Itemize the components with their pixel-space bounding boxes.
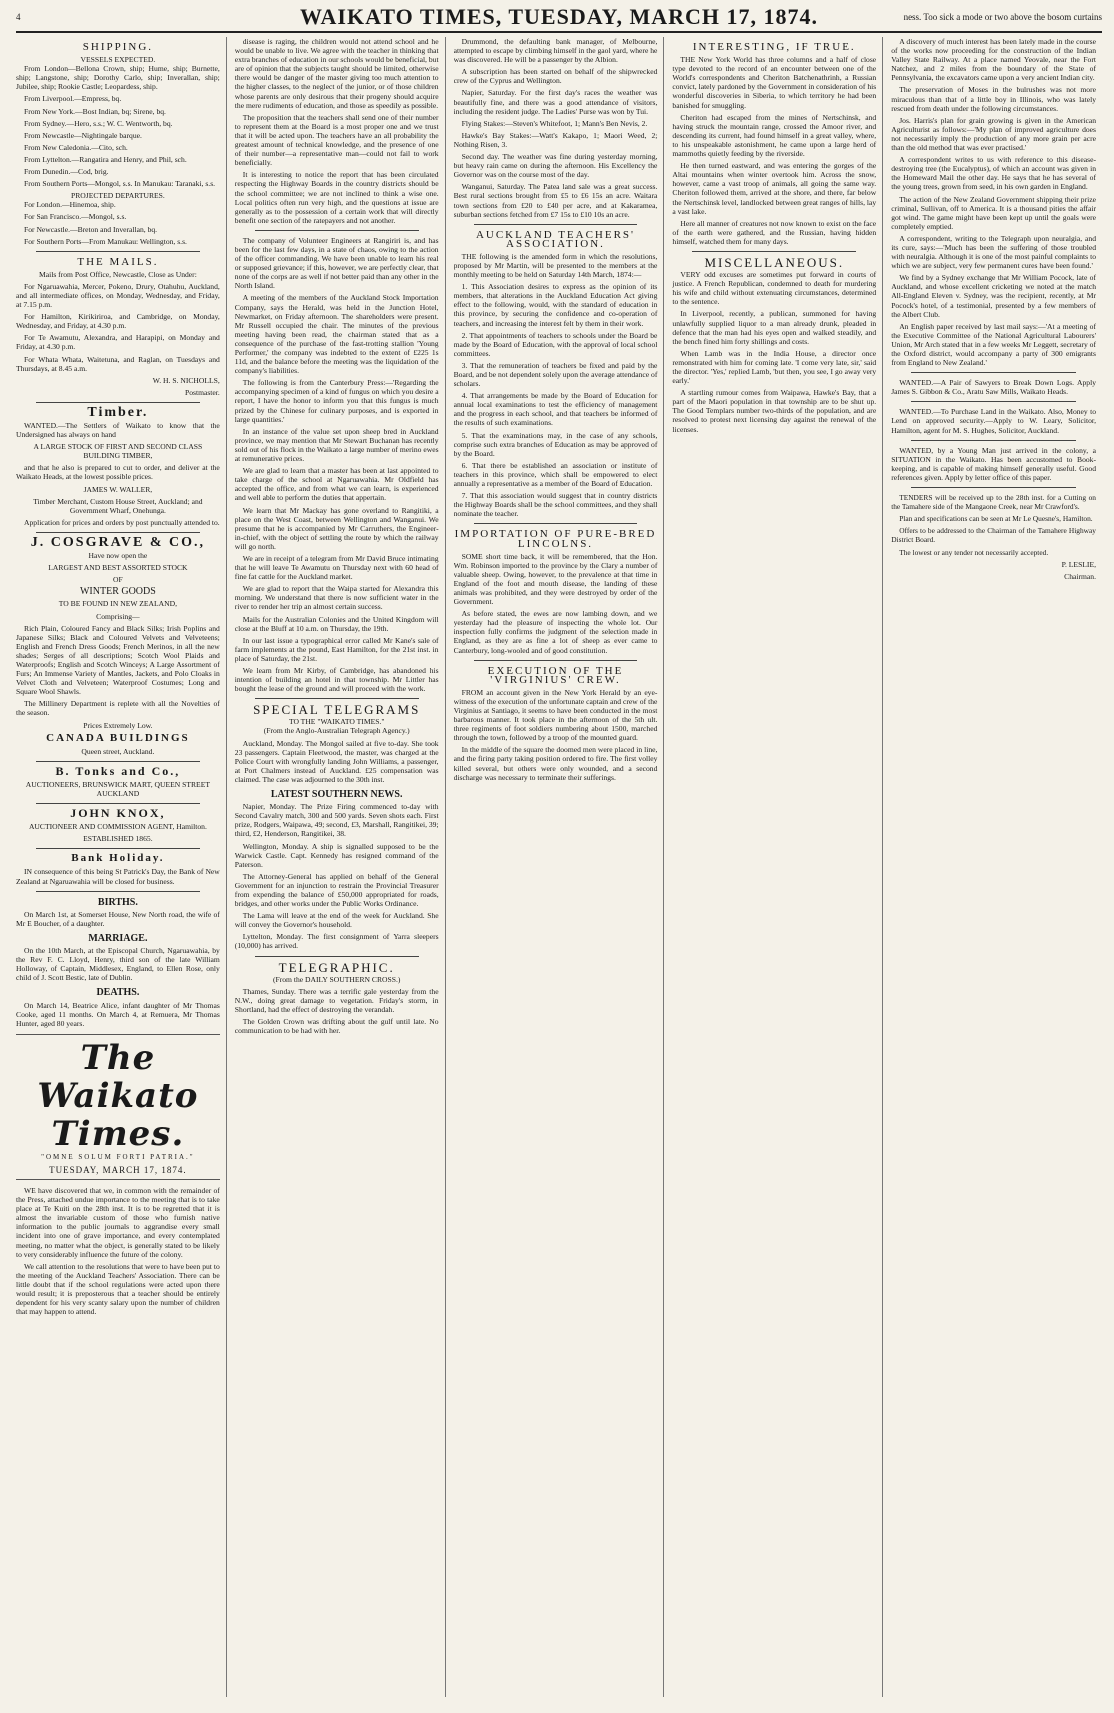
tender-ad: Offers to be addressed to the Chairman of the Tamahere Highway District Board. [891,526,1096,545]
shipping-item: From London—Bellona Crown, ship; Hume, ship; Burnette, ship; Langstone, ship; Dorothy Carlo, ship; Inverallan, ship; Jubilee, ship; Rookie Castle; Leopardess, ship. [16,64,220,92]
header-title: WAIKATO TIMES, TUESDAY, MARCH 17, 1874. [299,4,818,29]
news-paragraph: An English paper received by last mail says:—'At a meeting of the Executive Committee of the National Agricultural Labourers' Union, Mr Arch stated that in a few weeks Mr Leggett, secretary of the Oxford district, would accompany a party of 300 emigrants from England to New Zealand.' [891,321,1096,368]
lincolns-heading: IMPORTATION OF PURE-BRED LINCOLNS. [454,528,657,550]
story-paragraph: Here all manner of creatures not now known to exist on the face of the earth were gathered, and the Russian, having hidden himself, watched them for many days. [672,218,877,246]
mails-item: For Ngaruawahia, Mercer, Pokeno, Drury, Otahuhu, Auckland, and all intermediate offices, on Monday, Wednesday, and Friday, at 7.15 p.m. [16,281,220,310]
telegram-paragraph: The Lama will leave at the end of the week for Auckland. She will convey the Governor's household. [234,911,439,930]
editorial-paragraph: We call attention to the resolutions that were to have been put to the meeting of the Auckland Teachers' Association. There can be little doubt that if the school regulations were acted upon there would result; it is preposterous that a teacher should be entirely dependent for his very scanty salary upon the number of children that may happen to attend. [16,1261,220,1317]
departure-item: For Newcastle.—Breton and Inverallan, bq. [24,224,158,234]
timber-signature-address: Timber Merchant, Custom House Street, Auckland; and Government Wharf, Onehunga. [33,496,203,515]
tender-ad: The lowest or any tender not necessarily accepted. [899,547,1049,557]
story-paragraph: Cheriton had escaped from the mines of Nertschinsk, and having struck the mountain range, crossed the Amoor river, and descending its current, had found himself in a great valley, where, to his unspeakable astonishment, he came upon a large herd of mammoths quietly feeding by the riverside. [672,112,877,159]
news-paragraph: A meeting of the members of the Auckland Stock Importation Company, says the Herald, was held in the Junction Hotel, Newmarket, on Friday afternoon. The shareholders were present. Mr Russell occupied the chair. The minutes of the previous meeting having been read, the chairman stated that as a consequence of the purchase of the fast-trotting stallion 'Young Performer,' the company was indebted to the extent of £225 1s 11d, and the balance before the meeting was the liquidation of the company's liabilities. [234,293,439,376]
vessels-expected-heading: VESSELS EXPECTED. [80,55,156,65]
paper-name: The Waikato Times. [37,1037,199,1154]
departure-item: For San Francisco.—Mongol, s.s. [24,212,127,222]
virginius-heading: EXECUTION OF THE 'VIRGINIUS' CREW. [487,664,624,686]
cosgrave-heading: J. COSGRAVE & CO., [30,534,205,550]
news-paragraph: A correspondent, writing to the Telegraph upon neuralgia, and its cure, says:—'Much has been the suffering of those troubled with neuralgia. Although it is one of the most painful complaints to which we are subject, very few permanent cures have been found.' [891,233,1096,271]
news-paragraph: In our last issue a typographical error called Mr Kane's sale of farm implements at the pound, East Hamilton, for the 21st inst. in place of Saturday, the 21st. [234,635,439,663]
virginius-paragraph: In the middle of the square the doomed men were placed in line, and the firing party taking position ordered to fire. The first volley killed several, but others were only wounded, and a second discharge was necessary to terminate their sufferings. [453,745,658,782]
editorial-paragraph: WE have discovered that we, in common with the remainder of the Press, attached undue importance to the meeting that is to take place at Te Kuiti on the 28th inst. It is to be regretted that it is almost the invariable custom of those who furnish native information to the public journals to aggrandise every small incident into one of grave importance, and every contemplated meeting, no matter what the object, is generally stated to be likely to very considerably influence the future of the colony. [16,1185,220,1259]
timber-text: Application for prices and orders by post punctually attended to. [24,517,220,527]
cosgrave-text: LARGEST AND BEST ASSORTED STOCK [48,563,188,573]
cosgrave-text: Prices Extremely Low. [83,720,153,730]
telegram-paragraph: The Golden Crown was drifting about the gulf until late. No communication to be had with her. [234,1017,439,1036]
timber-heading: Timber. [87,404,149,420]
news-paragraph: Second day. The weather was fine during yesterday morning, but heavy rain came on during the afternoon. His Excellency the Governor was on the course most of the day. [453,152,658,180]
page-header [16,6,1102,33]
cosgrave-text: The Millinery Department is replete with all the Novelties of the season. [16,699,220,718]
mails-item: Mails from Post Office, Newcastle, Close as Under: [38,269,197,279]
timber-signature: JAMES W. WALLER, [83,484,153,494]
divider [911,487,1076,488]
latest-southern-news-heading: LATEST SOUTHERN NEWS. [270,789,403,801]
news-paragraph: The following is from the Canterbury Press:—'Regarding the accompanying specimen of a kind of fungus on which you desire a report, I have the honor to inform you that this fungus is much prized by the Chinese for culinary purposes, and is exported in large quantities.' [234,378,439,424]
divider [255,698,419,699]
news-paragraph: A discovery of much interest has been lately made in the course of the works now proceeding for the construction of the Indian Valley State Railway. At a place named Yeovale, near the Fort Natchez, and 2 miles from the boundary of the State of Pennsylvania, the excavators came upon a very ancient Indian city. [891,37,1096,83]
teachers-paragraph: 6. That there be established an association or institute of teachers in this province, which shall be empowered to elect annually a representative as a member of the Board of Education. [453,460,658,489]
mails-signature-title: Postmaster. [184,387,220,397]
knox-heading: JOHN KNOX, [70,806,166,821]
cosgrave-text: TO BE FOUND IN NEW ZEALAND, [58,599,178,609]
departure-item: For London.—Hinemoa, ship. [24,200,116,210]
news-paragraph: Wanganui, Saturday. The Patea land sale was a great success. Best rural sections brought from £5 to £6 15s an acre. Waitara town sections from £20 to £40 per acre, and at Kakaramea, suburban sections fetched from £7 15s to £10 10s an acre. [453,182,658,219]
news-paragraph: The preservation of Moses in the bulrushes was not more miraculous than that of a little boy in Illinois, who was lately rescued from death under the following circumstances. [891,85,1096,113]
teachers-paragraph: THE following is the amended form in which the resolutions, proposed by Mr Martin, will be presented to the members at the monthly meeting to be held on Saturday 14th March, 1874:— [453,251,658,280]
shipping-item: From Sydney.—Hero, s.s.; W. C. Wentworth, bq. [24,118,173,128]
header-page-number: 4 [16,12,21,22]
divider [474,523,638,524]
tender-ad: TENDERS will be received up to the 28th inst. for a Cutting on the Tamahere side of the Mangaone Creek, near Mr Crawford's. [891,493,1096,512]
lincolns-paragraph: SOME short time back, it will be remembered, that the Hon. Wm. Robinson imported to the province by the Clary a number of valuable sheep. Owing, however, to the prevalence at that time in England of the foot and mouth disease, the landing of these animals was prohibited, and they were destroyed by order of the Government. [453,551,658,607]
miscellaneous-heading: MISCELLANEOUS. [704,254,845,270]
mails-heading: THE MAILS. [77,255,159,268]
divider [36,891,200,892]
knox-text: ESTABLISHED 1865. [83,834,153,844]
timber-text: WANTED.—The Settlers of Waikato to know that the Undersigned has always on hand [16,421,220,440]
mails-item: For Hamilton, Kirikiriroa, and Cambridge, on Monday, Wednesday, and Friday, at 4.30 p.m. [16,312,220,331]
header-running-text: ness. Too sick a mode or two above the bosom curtains [903,12,1102,22]
teachers-association-heading: AUCKLAND TEACHERS' ASSOCIATION. [475,228,636,250]
teachers-paragraph: 5. That the examinations may, in the case of any schools, comprise such extra branches of Education as may be approved of by the Board. [453,430,658,458]
telegraphic-heading: TELEGRAPHIC. [278,959,395,975]
departure-item: For Southern Ports—From Manukau: Wellington, s.s. [24,236,187,246]
shipping-item: From Liverpool.—Empress, bq. [24,94,122,104]
column-3 [454,37,665,1697]
wanted-ad: WANTED, by a Young Man just arrived in the colony, a SITUATION in the Waikato. Has been accustomed to Book-keeping, and is capable of making himself generally useful. Good references given. Apply by letter office of this paper. [891,445,1096,482]
misc-paragraph: In Liverpool, recently, a publican, summoned for having unlawfully supplied liquor to a man already drunk, pleaded in defence that the man had his eyes open and walked steadily, and the bench fined him forty shillings and costs. [672,309,877,346]
news-paragraph: We learn from Mr Kirby, of Cambridge, has abandoned his intention of building an hotel in that township. Mr Littler has bought the lease of the ground and will proceed with the work. [234,666,439,694]
cosgrave-text: Comprising— [96,611,140,621]
column-2 [235,37,446,1697]
bank-holiday-heading: Bank Holiday. [71,852,165,865]
teachers-paragraph: 7. That this association would suggest that in country districts the Highway Boards shall be the school committees, and they shall nominate the teacher. [453,491,658,519]
divider [911,440,1076,441]
projected-departures-heading: PROJECTED DEPARTURES. [71,191,165,201]
births-heading: BIRTHS. [97,896,138,908]
bank-holiday-text: IN consequence of this being St Patrick's Day, the Bank of New Zealand at Ngaruawahia will be closed for business. [16,867,220,886]
deaths-heading: DEATHS. [96,987,140,999]
marriage-text: On the 10th March, at the Episcopal Church, Ngaruawahia, by the Rev F. C. Lloyd, Henry, third son of the late William Holloway, of Captain, Middlesex, England, to Ellen Rose, only child of J. Scott Bestic, late of Dublin. [16,946,220,983]
telegram-paragraph: Napier, Monday. The Prize Firing commenced to-day with Second Cavalry match, 300 and 500 yards. Seven shots each. First prize, Rodgers, Waipawa, 49; second, £3, Marshall, Rangitikei, 39; third, £2, Henderson, Rangitikei, 38. [234,802,439,839]
tender-ad: Plan and specifications can be seen at Mr Le Quesne's, Hamilton. [899,514,1093,524]
timber-text: A LARGE STOCK OF FIRST AND SECOND CLASS BUILDING TIMBER, [33,442,203,461]
news-paragraph: We are in receipt of a telegram from Mr David Bruce intimating that he will leave Te Awamutu on Thursday next with 60 head of fine fat cattle for the Auckland market. [234,553,439,582]
virginius-paragraph: FROM an account given in the New York Herald by an eye-witness of the execution of the unfortunate captain and crew of the Virginius at Santiago, it seems to have been conducted in the most barbarous manner. It took place in the afternoon of the 5th ult. three regiments of foot soldiers numbering about 1500, marched through the town, followed by a troop of the mounted guard. [453,687,658,743]
mails-item: For Te Awamutu, Alexandra, and Harapipi, on Monday and Friday, at 4.30 p.m. [16,333,220,352]
telegram-paragraph: Thames, Sunday. There was a terrific gale yesterday from the N.W., doing great damage to vegetation. Friday's storm, in Shortland, had the effect of destroying the verandah. [234,986,439,1014]
shipping-heading: SHIPPING. [82,41,154,53]
news-paragraph: We are glad to learn that a master has been at last appointed to take charge of the school at Ngaruawahia. Mr Oldfield has accepted the office, and from what we can learn, is experienced and well able to perform the duties that appertain. [234,466,439,503]
shipping-item: From Dunedin.—Cod, brig. [24,167,109,177]
teachers-paragraph: 2. That appointments of teachers to schools under the Board be made by the Board of Education, with the approval of local school committees. [453,330,658,358]
news-paragraph: Jos. Harris's plan for grain growing is given in the American Agriculturist as follows:—'My plan of improved agriculture does not necessarily imply the production of any more grain per acre than the old method that was ever practised.' [891,115,1096,153]
misc-paragraph: A startling rumour comes from Waipawa, Hawke's Bay, that a part of the Maori population in that township are to be shut up. The Good Templars number two-thirds of the population, and are resolved to protest next licensing day against the renewal of the licenses. [672,388,877,434]
tender-signature-title: Chairman. [1064,571,1096,581]
telegram-paragraph: Auckland, Monday. The Mongol sailed at five to-day. She took 23 passengers. Captain Fleetwood, the master, was charged at the Police Court with wrongfully landing John Williams, a passenger, at Port Chalmers instead of Auckland. £25 compensation was claimed. The case was adjourned to the 30th inst. [234,738,439,784]
special-telegrams-source: (From the Anglo-Australian Telegraph Agency.) [263,726,410,736]
tonks-text: AUCTIONEERS, BRUNSWICK MART, QUEEN STREET AUCKLAND [25,779,210,798]
shipping-item: From Newcastle—Nightingale barque. [24,130,142,140]
cosgrave-text: WINTER GOODS [79,586,156,598]
columns [16,37,1102,1697]
teachers-paragraph: 4. That arrangements be made by the Board of Education for annual local examinations to test the efficiency of management and the progress in each school, and that teachers be informed of the results of such examinations. [453,391,658,428]
divider [474,660,638,661]
divider [36,402,200,403]
interesting-if-true-heading: INTERESTING, IF TRUE. [692,41,856,53]
deaths-text: On March 14, Beatrice Alice, infant daughter of Mr Thomas Cooke, aged 11 months. On March 4, at Remuera, Mr Thomas Hunter, aged 80 years. [16,1000,220,1028]
news-paragraph: The company of Volunteer Engineers at Rangiriri is, and has been for the last few days, in a state of chaos, owing to the action of the officer commanding. We have been unable to learn his real or supposed grievance; if this, however, we are perfectly clear, that none of the corps are as well if not better paid than any other in the North Island. [234,235,439,291]
lincolns-paragraph: As before stated, the ewes are now lambing down, and we yesterday had the pleasure of inspecting the whole lot. Our inspection fully confirms the judgment of the selection made in England, as they are as fine a lot of sheep as ever came to Canterbury, long-wooled and of good constitution. [453,609,658,655]
editorial-paragraph: It is interesting to notice the report that has been circulated respecting the Highway Boards in the country districts should be the school committee; we are not inclined to think a wise one. Local politics often run very high, and the questions at issue are generally as to the possession of a certain work that will directly benefit one section of the ratepayers and not another. [234,170,439,225]
divider [36,761,200,762]
shipping-item: From Lyttelton.—Rangatira and Henry, and Phil, sch. [24,154,187,164]
divider [911,372,1076,373]
paper-masthead [16,1034,220,1180]
teachers-paragraph: 3. That the remuneration of teachers be fixed and paid by the Board, and be not dependent solely upon the average attendance of scholars. [453,360,658,389]
news-paragraph: The action of the New Zealand Government shipping their prize criminal, Sullivan, off to America. It is a thousand pities the affair got wind. The game might have been kept up until the goals were completely emptied. [891,194,1096,231]
cosgrave-text: Rich Plain, Coloured Fancy and Black Silks; Irish Poplins and Japanese Silks; Black and Coloured Velvets and Velveteens; English and French Dress Goods; French Merinos, in all the new shades; Serges of all descriptions; Scotch Wool Plaids and Waterproofs; English and Scotch Winceys; A Large Assortment of Furs; An Immense Variety of Mantles, Jackets, and Polo Cloaks in Velvet Cloth and Velveteen; Waterproof Costumes; Long and Square Wool Shawls. [16,623,220,697]
editorial-paragraph: disease is raging, the children would not attend school and he would be unable to live. We agree with the teacher in thinking that extra branches of education in our schools would be beneficial, but are of opinion that the subjects taught should be limited, otherwise there would be danger of the master giving too much attention to the higher classes, to the neglect of the junior, or of those children whose parents are only desirous that their progeny should acquire the mere rudiments of education, and those as speedily as possible. [234,37,439,110]
cosgrave-text: Have now open the [88,551,148,561]
canada-heading: CANADA BUILDINGS [46,731,190,744]
divider [36,251,200,252]
news-paragraph: We learn that Mr Mackay has gone overland to Rangitiki, a place on the West Coast, between Wellington and Wanganui. We presume that he is accompanied by Mr Carruthers, the Engineer-in-chief, with the object of settling the route by which the railway will go north. [234,505,439,551]
column-1 [16,37,227,1697]
story-paragraph: He then turned eastward, and was entering the gorges of the Altai mountains when winter overtook him. Across the snow, however, came a vast troop of animals, all going the same way. Cheriton followed them, arrived at the shore, and there, far below the Nertschinsk level, landlocked between great ranges of hills, lay a vast lake. [672,161,877,216]
telegraphic-source: (From the DAILY SOUTHERN CROSS.) [272,974,401,984]
births-text: On March 1st, at Somerset House, New North road, the wife of Mr E Boucher, of a daughter. [16,909,220,928]
editorial-paragraph: The proposition that the teachers shall send one of their number to represent them at the Board is a most proper one and we trust that it will be acted upon. The teachers have an all probability the greatest amount of technical knowledge, and the presence of one of their number—a representative man—could not fail to work beneficially. [234,112,439,168]
paper-motto: "OMNE SOLUM FORTI PATRIA." [41,1152,195,1161]
mails-signature: W. H. S. NICHOLLS, [152,375,220,385]
news-paragraph: We find by a Sydney exchange that Mr William Pocock, late of Auckland, and whose excellent cricketing we noted at the match All-England Eleven v. Sydney, was the recipient, recently, at Mr Pocock's hotel, of a testimonial, presented by a few members of the Albert Club. [891,273,1096,319]
shipping-item: From New Caledonia.—Cito, sch. [24,142,128,152]
issue-date: TUESDAY, MARCH 17, 1874. [49,1164,187,1175]
race-result: Hawke's Bay Stakes:—Watt's Kakapo, 1; Maori Weed, 2; Nothing Risen, 3. [453,130,658,149]
misc-paragraph: When Lamb was in the India House, a director once remonstrated with him for coming late. 'I come very late, sir,' said the director. 'Yes,' replied Lamb, 'but then, you see, I go away very early.' [672,348,877,386]
telegram-paragraph: The Attorney-General has applied on behalf of the General Government for an injunction to restrain the Provincial Treasurer from expending the balance of £50,000 appropriated for roads, bridges, and other works under the Public Works Ordinance. [234,871,439,909]
teachers-paragraph: 1. This Association desires to express as the opinion of its members, that alterations in the Auckland Education Act giving effect to the following, would, with the standard of education in this province, by securing the confidence and co-operation of teachers, and increasing the interest felt by them in their work. [453,282,658,328]
tonks-heading: B. Tonks and Co., [55,763,181,778]
misc-paragraph: VERY odd excuses are sometimes put forward in courts of justice. A French Republican, condemned to death for murdering his wife and child without extenuating circumstances, determined to the sentence. [672,270,877,307]
divider [474,224,638,225]
special-telegrams-subheading: TO THE "WAIKATO TIMES." [288,717,385,727]
telegram-paragraph: Wellington, Monday. A ship is signalled supposed to be the Warwick Castle. Capt. Kennedy has resigned command of the Paterson. [234,841,439,869]
news-paragraph: In an instance of the value set upon sheep bred in Auckland province, we may mention that Mr Stewart Buchanan has recently sold out of his flock in the Waikato a large number of merino ewes at remunerative prices. [234,426,439,464]
cosgrave-text: OF [113,575,123,585]
special-telegrams-heading: SPECIAL TELEGRAMS [253,702,421,718]
marriage-heading: MARRIAGE. [88,932,148,944]
race-result: Flying Stakes:—Steven's Whitefoot, 1; Mann's Ben Nevis, 2. [461,118,648,128]
divider [255,230,419,231]
timber-text: and that he also is prepared to cut to order, and deliver at the Waikato Heads, at the lowest possible prices. [16,463,220,482]
news-paragraph: We are glad to report that the Waipa started for Alexandra this morning. We understand that there is now sufficient water in the river to render her trip an almost certain success. [234,584,439,612]
tender-signature: P. LESLIE, [1061,559,1096,569]
telegram-paragraph: Lyttelton, Monday. The first consignment of Yarra sleepers (10,000) has arrived. [234,932,439,951]
news-paragraph: A subscription has been started on behalf of the shipwrecked crew of the Cyprus and Wellington. [453,67,658,86]
canada-address: Queen street, Auckland. [81,746,155,756]
divider [36,532,200,533]
news-paragraph: Mails for the Australian Colonies and the United Kingdom will close at the Bluff at 10 a.m. on Thursday, the 19th. [234,614,439,633]
divider [36,803,200,804]
divider [692,251,856,252]
news-paragraph: Napier, Saturday. For the first day's races the weather was beautifully fine, and there was a good attendance of visitors, including the resident judge. The Ladies' Purse was won by Tui. [453,88,658,116]
divider [36,848,200,849]
wanted-ad: WANTED.—A Pair of Sawyers to Break Down Logs. Apply James S. Gibbon & Co., Aratu Saw Mills, Waikato Heads. [891,378,1096,397]
column-5 [891,37,1102,1697]
wanted-ad: WANTED.—To Purchase Land in the Waikato. Also, Money to Lend on approved security.—Apply to W. Leary, Solicitor, Hamilton, agent for M. S. Hughes, Solicitor, Auckland. [891,407,1096,435]
knox-text: AUCTIONEER AND COMMISSION AGENT, Hamilton. [28,822,207,832]
news-paragraph: Drummond, the defaulting bank manager, of Melbourne, attempted to escape by climbing himself in the gaol yard, where he was discovered. He will be a passenger by the Albion. [453,37,658,65]
shipping-item: From Southern Ports—Mongol, s.s. In Manukau: Taranaki, s.s. [24,179,216,189]
divider [911,401,1076,402]
column-4 [672,37,883,1697]
story-paragraph: THE New York World has three columns and a half of close type devoted to the record of an encounter between one of the World's correspondents and Cheriton Batchenathrinh, a Russian convict, lately pardoned by the Government in consideration of his wonderful discoveries in Siberia, to which territory he had been banished for smuggling. [672,55,877,110]
divider [255,956,419,957]
news-paragraph: A correspondent writes to us with reference to this disease-destroying tree (the Eucalyptus), of which an account was given in the Homeward Mail the other day. He says that he has several of the young trees, grown from seed, in his own garden in England. [891,155,1096,192]
shipping-item: From New York.—Bost Indian, bq; Sirene, bq. [24,106,166,116]
mails-item: For Whata Whata, Waitetuna, and Raglan, on Tuesdays and Thursdays, at 8.45 a.m. [16,354,220,373]
